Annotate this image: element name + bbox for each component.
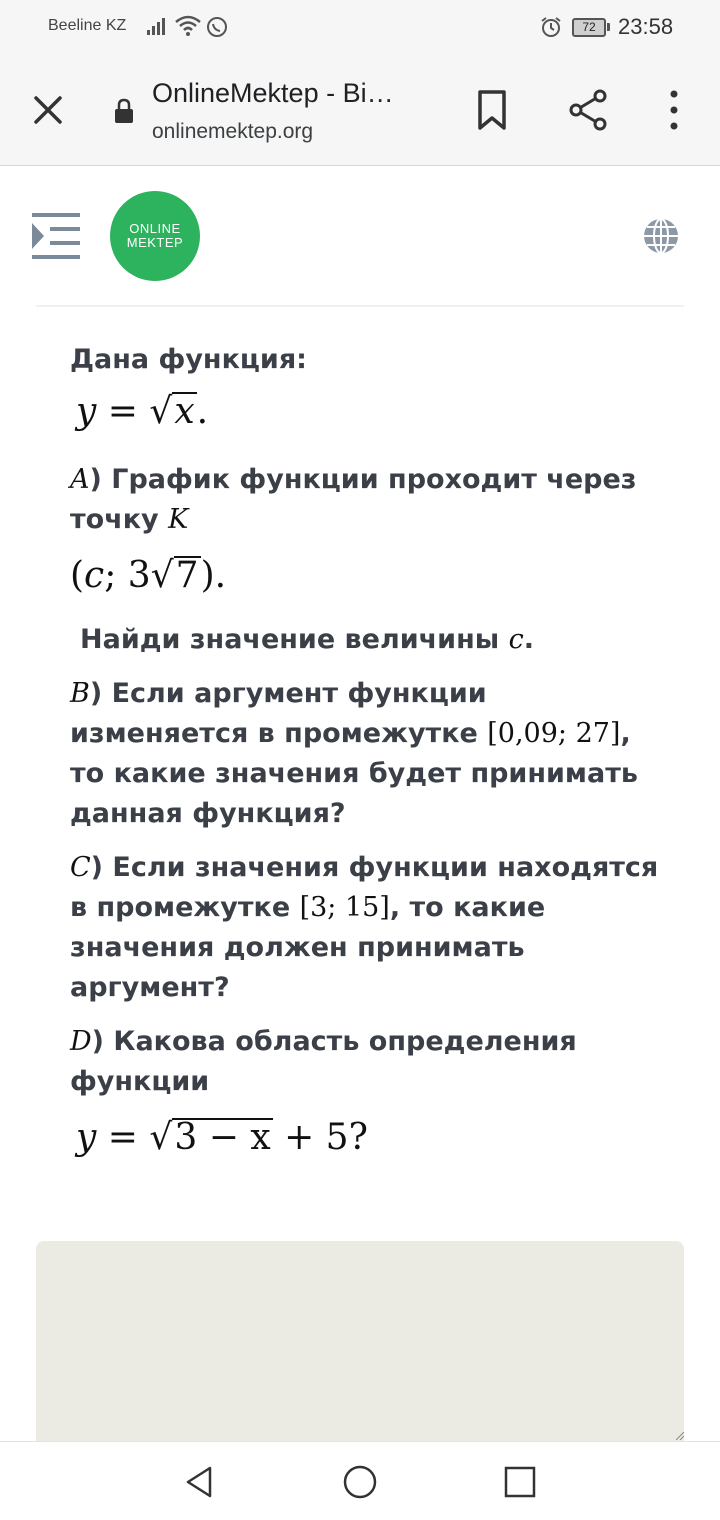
part-c-interval: [3; 15]	[299, 892, 390, 923]
point-mid: ; 3	[104, 555, 151, 596]
browser-toolbar	[0, 56, 720, 166]
point-k-formula	[70, 556, 670, 610]
more-options-icon[interactable]	[664, 88, 684, 132]
alarm-icon	[540, 16, 562, 38]
part-d-text: ) Какова область определения функции	[70, 1026, 577, 1097]
share-icon[interactable]	[566, 88, 610, 132]
battery-level: 72	[572, 18, 606, 37]
bookmark-icon[interactable]	[474, 88, 510, 132]
func-d-root: 3 − x	[174, 1117, 271, 1158]
part-a-point: K	[168, 504, 189, 535]
menu-icon[interactable]	[30, 211, 82, 261]
resize-handle-icon[interactable]	[676, 1432, 684, 1440]
recent-apps-icon[interactable]	[502, 1464, 538, 1500]
func-d-rest: + 5?	[272, 1117, 368, 1158]
home-icon[interactable]	[342, 1464, 378, 1500]
status-bar	[0, 0, 720, 56]
part-a-find-end: .	[523, 624, 534, 655]
part-a	[70, 460, 670, 540]
close-icon[interactable]	[28, 90, 68, 130]
sqrt-sign: √	[150, 555, 174, 596]
answer-input[interactable]	[36, 1241, 684, 1441]
sqrt-sign: √	[149, 391, 173, 432]
part-b	[70, 674, 670, 834]
func-eq: =	[96, 391, 150, 432]
back-icon[interactable]	[182, 1464, 218, 1500]
point-root: 7	[175, 555, 199, 596]
signal-icon	[146, 16, 168, 36]
part-a-find	[80, 620, 670, 660]
problem-text	[70, 340, 670, 1172]
part-c-text-1: ) Если значения функции находятся в промежутке	[70, 852, 659, 923]
func-end: .	[196, 391, 209, 432]
part-a-label: A	[70, 464, 90, 495]
globe-icon[interactable]	[642, 217, 680, 255]
function-d-formula	[76, 1118, 670, 1172]
header-divider	[36, 305, 684, 307]
part-d-label: D	[70, 1026, 92, 1057]
point-c: c	[84, 555, 105, 596]
func-d-lhs: y	[76, 1117, 97, 1158]
navigation-bar	[0, 1441, 720, 1520]
part-b-text-2: , то какие значения будет принимать данная функция?	[70, 718, 638, 829]
battery-tip	[607, 23, 610, 31]
logo-line-1: ONLINE	[129, 221, 181, 236]
part-c-label: C	[70, 852, 91, 883]
clock: 23:58	[618, 14, 674, 39]
whatsapp-icon	[206, 16, 228, 38]
sqrt-sign: √	[149, 1117, 173, 1158]
page-title: OnlineMektep - Bi…	[152, 78, 394, 108]
site-logo[interactable]	[110, 191, 200, 281]
function-formula	[76, 392, 670, 446]
part-d	[70, 1022, 670, 1102]
point-open: (	[70, 555, 85, 596]
part-a-find-text: Найди значение величины	[80, 624, 509, 655]
part-c	[70, 848, 670, 1008]
intro: Дана функция:	[70, 344, 307, 375]
part-a-var: c	[508, 624, 524, 655]
part-b-interval: [0,09; 27]	[487, 718, 621, 749]
part-b-label: B	[70, 678, 90, 709]
carrier-name: Beeline KZ	[48, 17, 127, 34]
part-c-text-2: , то какие значения должен принимать аргумент?	[70, 892, 546, 1003]
lock-icon	[113, 98, 135, 124]
site-header	[0, 167, 720, 307]
part-b-text-1: ) Если аргумент функции изменяется в промежутке	[70, 678, 488, 749]
wifi-icon	[174, 14, 202, 38]
func-d-eq: =	[96, 1117, 150, 1158]
func-arg: x	[174, 391, 195, 432]
page-url[interactable]: onlinemektep.org	[152, 120, 314, 143]
part-a-text: ) График функции проходит через точку	[70, 464, 637, 535]
logo-line-2: MEKTEP	[126, 235, 184, 250]
point-close: ).	[200, 555, 227, 596]
func-lhs: y	[76, 391, 97, 432]
